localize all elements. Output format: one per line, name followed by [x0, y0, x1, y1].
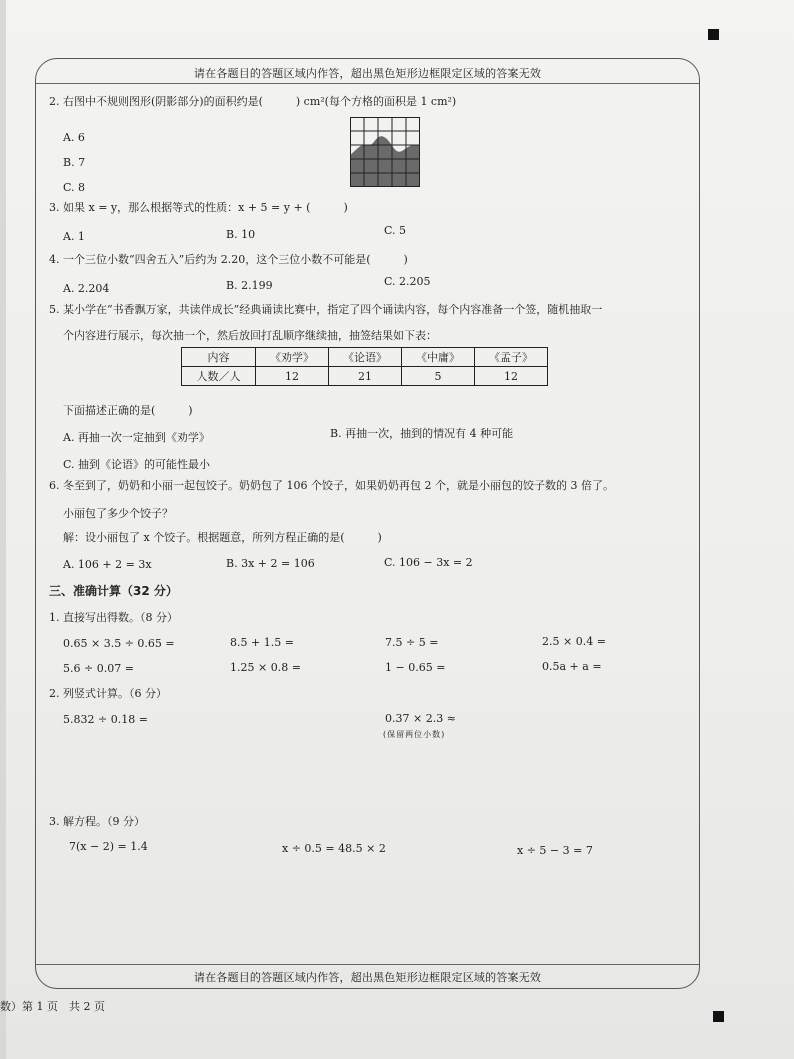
table-header-cell: 《孟子》	[475, 348, 548, 367]
equation-item: x ÷ 0.5 = 48.5 × 2	[282, 842, 386, 855]
q5-stem-line2: 个内容进行展示，每次抽一个，然后放回打乱顺序继续抽，抽签结果如下表：	[63, 329, 437, 342]
registration-mark-bottom	[713, 1011, 724, 1022]
vertical-calc-item: 0.37 × 2.3 ≈	[385, 712, 456, 725]
s3p2-title: 2. 列竖式计算。（6 分）	[49, 687, 167, 700]
vertical-calc-item: 5.832 ÷ 0.18 =	[63, 713, 148, 726]
q5-stem-line1: 5. 某小学在“书香飘万家，共读伴成长”经典诵读比赛中，指定了四个诵读内容，每个内容准备一个签，随机抽取一	[49, 303, 603, 316]
q5-option-c: C. 抽到《论语》的可能性最小	[63, 458, 211, 471]
calc-item: 1 − 0.65 =	[385, 661, 446, 674]
calc-item: 0.5a + a =	[542, 660, 602, 673]
q2-option-b: B. 7	[63, 156, 86, 169]
q6-stem-line2: 小丽包了多少个饺子？	[63, 507, 173, 520]
table-cell: 12	[256, 367, 329, 386]
q3-option-b: B. 10	[226, 228, 256, 241]
q2-stem: 2. 右图中不规则图形(阴影部分)的面积约是( ) cm²(每个方格的面积是 1 cm²)	[49, 95, 457, 108]
table-cell: 5	[402, 367, 475, 386]
q3-option-c: C. 5	[384, 224, 407, 237]
q6-option-b: B. 3x + 2 = 106	[226, 557, 315, 570]
table-cell: 21	[329, 367, 402, 386]
table-header-cell: 《论语》	[329, 348, 402, 367]
q5-option-a: A. 再抽一次一定抽到《劝学》	[63, 431, 210, 444]
notice-bottom: 请在各题目的答题区域内作答，超出黑色矩形边框限定区域的答案无效	[193, 971, 542, 984]
calc-item: 5.6 ÷ 0.07 =	[63, 662, 134, 675]
calc-item: 0.65 × 3.5 ÷ 0.65 =	[63, 637, 175, 650]
equation-item: 7(x − 2) = 1.4	[69, 840, 148, 853]
s3p1-title: 1. 直接写出得数。（8 分）	[49, 611, 178, 624]
registration-mark-top	[708, 29, 719, 40]
notice-top-rule	[36, 83, 699, 84]
table-row	[182, 367, 548, 386]
q4-option-b: B. 2.199	[226, 279, 273, 292]
calc-item: 8.5 + 1.5 =	[230, 636, 294, 649]
q4-stem: 4. 一个三位小数“四舍五入”后约为 2.20，这个三位小数不可能是( )	[49, 253, 408, 266]
calc-item: 2.5 × 0.4 =	[542, 635, 606, 648]
page-edge	[0, 0, 6, 1059]
table-header-cell: 《中庸》	[402, 348, 475, 367]
q3-stem: 3. 如果 x = y，那么根据等式的性质：x + 5 = y + ( )	[49, 201, 348, 214]
page-footer: 数）第 1 页 共 2 页	[0, 1000, 105, 1013]
table-cell: 人数／人	[182, 367, 256, 386]
table-header-cell: 《劝学》	[256, 348, 329, 367]
draw-results-table	[181, 347, 548, 386]
irregular-shape-figure	[350, 117, 420, 187]
equation-item: x ÷ 5 − 3 = 7	[517, 844, 593, 857]
q5-option-b: B. 再抽一次，抽到的情况有 4 种可能	[330, 427, 514, 440]
section3-title: 三、准确计算（32 分）	[49, 584, 178, 598]
s3p3-title: 3. 解方程。（9 分）	[49, 815, 145, 828]
q4-option-c: C. 2.205	[384, 275, 431, 288]
q4-option-a: A. 2.204	[63, 282, 110, 295]
q3-option-a: A. 1	[63, 230, 85, 243]
q2-option-a: A. 6	[63, 131, 85, 144]
q6-stem-line3: 解：设小丽包了 x 个饺子。根据题意，所列方程正确的是( )	[63, 531, 382, 544]
calc-item: 7.5 ÷ 5 =	[385, 636, 439, 649]
table-header-cell: 内容	[182, 348, 256, 367]
rounding-note: (保留两位小数)	[383, 730, 446, 739]
q5-ask: 下面描述正确的是( )	[63, 404, 193, 417]
notice-top: 请在各题目的答题区域内作答，超出黑色矩形边框限定区域的答案无效	[193, 67, 542, 80]
calc-item: 1.25 × 0.8 =	[230, 661, 301, 674]
q6-option-c: C. 106 − 3x = 2	[384, 556, 473, 569]
table-row	[182, 348, 548, 367]
q2-option-c: C. 8	[63, 181, 86, 194]
q6-stem-line1: 6. 冬至到了，奶奶和小丽一起包饺子。奶奶包了 106 个饺子，如果奶奶再包 2 个，就是小丽包的饺子数的 3 倍了。	[49, 479, 614, 492]
q6-option-a: A. 106 + 2 = 3x	[63, 558, 152, 571]
table-cell: 12	[475, 367, 548, 386]
notice-bottom-rule	[36, 964, 699, 965]
